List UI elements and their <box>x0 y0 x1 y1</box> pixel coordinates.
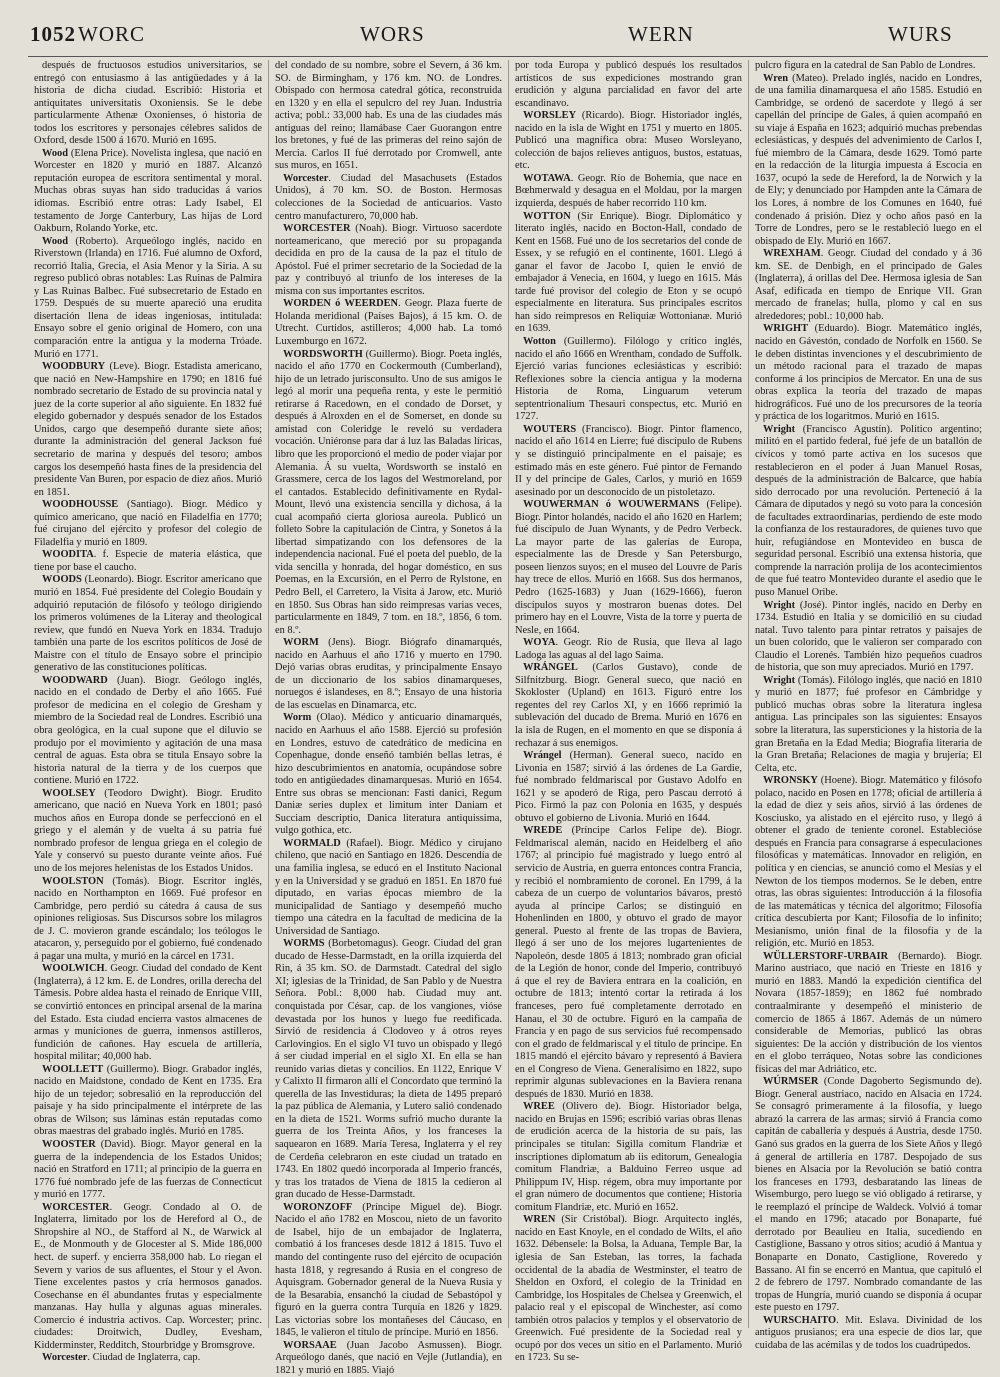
entry-paragraph: Wotton (Guillermo). Filólogo y crítico inglés, nacido el año 1666 en Wrentham, condado de Suffolk. Ejerció varias funciones eclesiásticas y escribió: Reflexiones sobre la ciencia antigua y la moderna Historia de Roma, Linguarum veterum septentrionalium Thesauri conspectus, etc. Murió en 1727. <box>515 336 742 423</box>
entry-paragraph: Wren (Mateo). Prelado inglés, nacido en Londres, de una familia dinamarquesa el año 1585. Estudió en Cambridge, se ordenó de sacerdote y llegó á ser capellán del príncipe de Gales, á quien acompañó en su viaje á España en 1623; adquirió muchas prebendas eclesiásticas, y después del advenimiento de Carlos I, fué miembro de la Cámara, desde 1629. Tomó parte en la redacción de la liturgia impuesta á Escocia en 1637, ocupó la sede de Hereford, la de Norwich y la de Ely; y denunciado por Hampden ante la Cámara de los Lores, á nombre de los Comunes en 1640, fué condenado á prisión. Diez y ocho años pasó en la Torre de Londres, pero se le restableció luego en el obispado de Ely. Murió en 1667. <box>755 72 982 247</box>
entry-paragraph: WRÁNGEL (Carlos Gustavo), conde de Silfnitzburg. Biogr. General sueco, que nació en Skokloster (Upland) en 1613. Figuró entre los regentes del rey Carlos XI, y en 1666 reprimió la sublevación del ducado de Brema. Murió en 1676 en la isla de Rugen, en el momento en que se disponía á rechazar á sus enemigos. <box>515 662 742 749</box>
entry-paragraph: WOOLSEY (Teodoro Dwight). Biogr. Erudito americano, que nació en Nueva York en 1801; pasó muchos años en Europa donde se perfeccionó en el griego y el alemán y de vuelta á su patria fué nombrado profesor de lengua griega en el colegio de Yale y conservó su puesto durante veinte años. Fué uno de los mejores helenistas de los Estados Unidos. <box>34 787 262 874</box>
headword: WORSLEY <box>523 110 577 122</box>
headword: WOODBURY <box>42 361 106 373</box>
running-head-2: WORS <box>360 22 425 46</box>
entry-paragraph: WOOLWICH. Geogr. Ciudad del condado de Kent (Inglaterra), á 12 km. E. de Londres, orilla derecha del Támesis. Pobre aldea hasta el reinado de Enrique VIII, se convirtió entonces en principal arsenal de la marina del Estado. Esta ciudad encierra vastos almacenes de armas y municiones de guerra, inmensos astilleros, fundición de cañones. Hay escuela de artillería, hospital militar; 40,000 hab. <box>34 963 262 1063</box>
headword: Wright <box>763 423 796 435</box>
headword: WRONSKY <box>763 775 818 787</box>
entry-paragraph: WORM (Jens). Biogr. Biógrafo dinamarqués, nacido en Aarhuus el año 1716 y muerto en 1790. Dejó varias obras eruditas, y principalmente Ensayo de un diccionario de los sabios dinamarqueses, noruegos é islandeses, en 8.º; Ensayo de una historia de las escuelas en Dinamarca, etc. <box>275 637 502 711</box>
entry-paragraph: WOYA. Geogr. Río de Rusia, que lleva al lago Ladoga las aguas al del lago Saima. <box>515 637 742 661</box>
headword: Wright <box>763 599 796 611</box>
entry-paragraph: WORDSWORTH (Guillermo). Biogr. Poeta inglés, nacido el año 1770 en Cockermouth (Cumberland), hijo de un letrado jurisconsulto. Uno de sus amigos le legó al morir una pequeña renta, y este le permitió retirarse á Racedown, en el condado de Dorset, y después á Alroxden en el de Somerset, en donde su amistad con Coleridge le reveló su verdadera vocación. Uniéronse para dar á luz las Baladas líricas, libro que les proporcionó el medio de poder viajar por Alemania. Á su vuelta, Wordsworth se instaló en Grassmere, cerca de los lagos del Westmoreland, por el cantados. Establecido definitivamente en Rydal-Mount, llevó una existencia sencilla y dichosa, á la cual acompañó cierta gloriosa aureola. Publicó un folleto Sobre la capitulación de Cintra, y Sonetos á la libertad simpatizando con los defensores de la independencia nacional. Fué el poeta del pueblo, de la vida sencilla y honrada, del hogar doméstico, en sus Poemas, en la Excursión, en el Perro de Rylstone, en Pedro Bell, el Carretero, la Visita á Jarow, etc. Murió en 1850. Sus Obras han sido reimpresas varias veces, particularmente en 1849, 7 tom. en 18.º, 1856, 6 tom. en 8.º. <box>275 348 502 636</box>
headword: Wrángel <box>523 750 562 762</box>
headword: Worcester <box>283 172 329 184</box>
entry-paragraph: pulcro figura en la catedral de San Pablo de Londres. <box>755 60 976 71</box>
entry-paragraph: WORDEN ó WEERDEN. Geogr. Plaza fuerte de Holanda meridional (Países Bajos), á 15 km. O. de Utrecht. Curtidos, astilleros; 4,000 hab. La tomó Luxemburgo en 1672. <box>275 298 503 348</box>
headword: WREN <box>523 1214 556 1226</box>
headword: WORDSWORTH <box>283 348 363 360</box>
headword: WRÁNGEL <box>523 662 578 674</box>
headword: Worcester <box>42 1352 88 1364</box>
entry-paragraph: Worcester. Ciudad del Masachusets (Estados Unidos), á 70 km. SO. de Boston. Hermosas colecciones de la Sociedad de anticuarios. Vasto centro manufacturero, 70,000 hab. <box>275 172 502 222</box>
entry-paragraph: WOUWERMAN ó WOUWERMANS (Felipe). Biogr. Pintor holandés, nacido el año 1620 en Harlem; fué discípulo de Juan Wynants, y de Pedro Verbeck. La mayor parte de las galerías de Europa, especialmente las de Dresde y San Petersburgo, poseen lienzos suyos; en el museo del Louvre de París hay trece de ellos. Murió en 1668. Sus dos hermanos, Pedro (1625-1683) y Juan (1629-1666), fueron discípulos suyos y mostraron buenas dotes. Del primero hay en el Louvre, Vista de la torre y puerta de Nesle, en 1664. <box>515 499 742 636</box>
entry-paragraph: WREDE (Príncipe Carlos Felipe de). Biogr. Feldmariscal alemán, nacido en Heidelberg el año 1767; al principio fué magistrado y luego entró al servicio de Austria, en guerra entonces contra Francia, y recibió el nombramiento de coronel. En 1799, á la cabeza de un cuerpo de voluntarios bávaros, prestó ayuda al príncipe Carlos; se distinguió en Hohenlinden en 1800, y obtuvo el grado de mayor general. Puesto al frente de las tropas de Baviera, llegó á ser uno de los mejores lugartenientes de Napoleón, desde 1805 á 1813; nombrado gran oficial de la Legión de honor, conde del Imperio, contribuyó á que el rey de Baviera entrara en la coalición, en octubre de 1813; intentó cortar la retirada á los franceses, pero fué completamente derrotado en Hanau, el 30 de octubre. Figuró en la campaña de Francia y en pago de sus servicios fué recompensado con el grado de feldmariscal y el título de príncipe. En 1815 mandó el ejército bávaro y representó á Baviera en el Congreso de Viena. Generalísimo en 1822, supo reprimir algunas sublevaciones en la Baviera renana después de 1830. Murió en 1838. <box>515 825 742 1100</box>
entry-paragraph: WORSAAE (Juan Jacobo Asmussen). Biogr. Arqueólogo danés, que nació en Vejle (Jutlandia), en 1821 y murió en 1885. Viajó <box>275 1339 502 1376</box>
headword: WOOLLETT <box>42 1063 104 1075</box>
entry-paragraph: por toda Europa y publicó después los resultados artísticos de sus expediciones mostrando gran erudición y alguna parcialidad en favor del arte escandinavo. <box>515 60 742 109</box>
headword: WURSCHAITO <box>763 1314 837 1326</box>
running-head-1: WORC <box>78 22 145 46</box>
entry-paragraph: Worcester. Ciudad de Inglaterra, cap. <box>42 1352 201 1364</box>
entry-paragraph: WÜLLERSTORF-URBAIR (Bernardo). Biogr. Marino austriaco, que nació en Trieste en 1816 y murió en 1883. Mandó la expedición científica del Novara (1857-1859); en 1862 fué nombrado contraalmirante y desempeñó el ministerio de comercio de 1865 á 1867. Además de un número considerable de Memorias, publicó las obras siguientes: De la acción y distribución de los vientos en el globo terráqueo, Notas sobre las condiciones físicas del mar Adriático, etc. <box>755 950 982 1075</box>
headword: WOODS <box>42 574 82 586</box>
headword: WORM <box>283 637 319 649</box>
entry-paragraph: WORCESTER (Noah). Biogr. Virtuoso sacerdote norteamericano, que mereció por su propaganda decidida en pro de la causa de la paz el título de Apóstol. Fué el primer secretario de la Sociedad de la paz y contribuyó al triunfo de los intereses de la misma con sus importantes escritos. <box>275 223 502 297</box>
headword: WREXHAM <box>763 248 821 260</box>
page-number: 1052 <box>30 22 76 46</box>
headword: WOOSTER <box>42 1139 96 1151</box>
headword: Wotton <box>523 336 556 348</box>
entry-paragraph: WOOSTER (David). Biogr. Mayor general en la guerra de la independencia de los Estados Unidos; nació en Stratford en 1711; al principio de la guerra en 1776 fué nombrado jefe de las fuerzas de Connecticut y murió en 1777. <box>34 1139 262 1201</box>
headword: WOODWARD <box>42 674 108 686</box>
entry-paragraph: WREN (Sir Cristóbal). Biogr. Arquitecto inglés, nacido en East Knoyle, en el condado de Wilts, el año 1632. Débensele: la Bolsa, la Aduana, Temple Bar, la iglesia de San Esteban, las torres, la fachada occidental de la abadía de Westminster, el teatro de Sheldon en Oxford, el colegio de la Trinidad en Cambridge, los Hospitales de Chelsea y Greenwich, el palacio real y el episcopal de Winchester, así como también otros palacios y templos y el observatorio de Greenwich. Fué presidente de la Sociedad real y ocupó por dos veces un sitio en el Parlamento. Murió en 1723. Su se- <box>515 1214 742 1364</box>
entry-paragraph: WREE (Olivero de). Biogr. Historiador belga, nacido en Brujas en 1596; escribió varias obras llenas de erudición acerca de la historia de su país, las principales se titulan: Sigilla comitum Flandriæ et inscriptiones diplomatum ab iis editorum, Genealogia comitum Flandriæ, a Balduino Ferreo usque ad Philippum IV, Hisp. régem, obra muy importante por el gran número de documentos que contiene; Historia comitum Flandriæ, etc. Murió en 1652. <box>515 1101 742 1213</box>
entry-paragraph: WOTTON (Sir Enrique). Biogr. Diplomático y literato inglés, nacido en Bocton-Hall, condado de Kent en 1568. Fué uno de los secretarios del conde de Essex, y se refugió en el continente, 1601. Llegó á ganar el favor de Jacobo I, quien le envió de embajador á Venecia, en 1604, y luego en 1615. Más tarde fué provisor del colegio de Eton y se ocupó especialmente en literatura. Sus principales escritos han sido reimpresos en Reliquiæ Wottonianæ. Murió en 1639. <box>515 210 742 335</box>
headword: WORMALD <box>283 837 341 849</box>
headword: WOOLSEY <box>42 787 96 799</box>
headword: WOODHOUSSE <box>42 499 119 511</box>
entry-paragraph: Wright (Francisco Agustín). Político argentino; militó en el partido federal, fué jefe de un batallón de cívicos y tomó parte activa en los sucesos que restablecieron en el poder á Juan Manuel Rosas, después de la administración de Balcarce, que había sido derrocado por una revolución. Perteneció á la Cámara de diputados y negó su voto para la concesión de facultades extraordinarias, perdiendo de este modo la confianza de los restauradores, de quienes tuvo que huir, refugiándose en Montevideo en busca de seguridad personal. Escribió una extensa historia, que comprende la narración prolija de los acontecimientos de que fué teatro Montevideo durante el asedio que le puso Manuel Oribe. <box>755 423 982 598</box>
headword: WOTAWA <box>523 172 571 184</box>
entry-paragraph: WURSCHAITO. Mit. Eslava. Divinidad de los antiguos prusianos; era una especie de dios lar, que cuidaba de las acémilas y de todos los cuadrúpedos. <box>755 1314 982 1351</box>
entry-paragraph: Wrángel (Herman). General sueco, nacido en Livonia en 1587; sirvió á las órdenes de La Gardie, fué nombrado feldmariscal por Gustavo Adolfo en 1621 y se apoderó de Riga, pero Pascau derrotó á Pico. Firmó la paz con Polonia en 1635, y después obtuvo el gobierno de Livonia. Murió en 1644. <box>515 750 742 824</box>
headword: WRIGHT <box>763 323 809 335</box>
headword: Wood <box>42 147 68 159</box>
headword: Wright <box>763 674 796 686</box>
headword: Wood <box>42 235 68 247</box>
entry-paragraph: WOODBURY (Leve). Biogr. Estadista americano, que nació en New-Hampshire en 1790; en 1816 fué nombrado secretario de Estado de su provincia natal y juez de la corte superior al año siguiente. En 1832 fué elegido gobernador y después senador de los Estados Unidos, cargo que desempeñó durante siete años; durante la administración del general Jackson fué secretario de marina y después del tesoro; ambos cargos los desempeñó hasta fines de la presidencia del presidente Van Buren, por espacio de diez años. Murió en 1851. <box>34 361 262 498</box>
headword: WORCESTER <box>283 223 351 235</box>
headword: WREDE <box>523 825 563 837</box>
entry-paragraph: Wright (Tomás). Filólogo inglés, que nació en 1810 y murió en 1877; fué profesor en Cámbridge y publicó muchas obras sobre la literatura inglesa antigua. Las principales son las siguientes: Ensayos sobre la literatura, las supersticiones y la historia de la gran Bretaña en la Edad Media; Biografía literaria de la Gran Bretaña; Relaciones de magia y brujería; El Celta, etc. <box>755 674 982 774</box>
entry-paragraph: Wood (Roberto). Arqueólogo inglés, nacido en Riverstown (Irlanda) en 1716. Fué alumno de Oxford, recorrió Italia, Grecia, el Asia Menor y la Siria. A su regreso publicó obras notables: Las Ruinas de Palmira y Las Ruinas Balbec. Fué subsecretario de Estado en 1759. Después de su muerte apareció una erudita disertación llena de ideas ingeniosas, intitulada: Ensayo sobre el genio original de Homero, con una comparación entre la antigua y la moderna Tróade. Murió en 1771. <box>34 235 262 360</box>
headword: WREE <box>523 1101 555 1113</box>
headword: WORONZOFF <box>283 1201 353 1213</box>
headword: WORSAAE <box>283 1339 337 1351</box>
entry-paragraph: WORONZOFF (Príncipe Miguel de). Biogr. Nacido el año 1782 en Moscou, nieto de un favorito de Isabel, hijo de un embajador de Inglaterra, combatió á los franceses desde 1812 á 1815. Tuvo el mando del contingente ruso del ejército de ocupación hasta 1818, y regresando á Rusia en el congreso de Aquisgram. Gobernador general de la Nueva Rusia y de la Besarabia, ensanchó la ciudad de Sebastópol y figuró en la guerra contra Turquía en 1826 y 1829. Las victorias sobre los montañeses del Cáucaso, en 1845, le valieron el título de príncipe. Murió en 1856. <box>275 1201 502 1339</box>
column-3 <box>508 60 748 1364</box>
headword: Wren <box>763 72 789 84</box>
entry-paragraph: Worm (Olao). Médico y anticuario dinamarqués, nacido en Aarhuus el año 1588. Ejerció su profesión en Londres, estuvo de catedrático de medicina en Copenhague, donde enseñó también bellas letras, é hizo descubrimientos en anatomía, ocupándose sobre todo en antigüedades dinamarquesas. Murió en 1654. Entre sus obras se mencionan: Fasti danici, Regum Daniæ series duplex et limitum inter Daniam et Succiam descriptio, Danica literatura antiquissima, vulgo gothica, etc. <box>275 712 502 837</box>
entry-paragraph: WORMS (Borbetomagus). Geogr. Ciudad del gran ducado de Hesse-Darmstadt, en la orilla izquierda del Rin, á 35 km. SO. de Darmstadt. Catedral del siglo XI; iglesias de la Trinidad, de San Pablo y de Nuestra Señora. Pobl.: 8,000 hab. Ciudad muy ant. conquistada por César, cap. de los vangiones, vióse devastada por los hunos y luego fue reedificada. Sirvió de residencia á Clodoveo y á otros reyes Carlovingios. En el siglo VI tuvo un obispado y llegó á ser ciudad imperial en el siglo XI. En ella se han reunido varias dietas y concilios. En 1122, Enrique V y Calixto II firmaron allí el Concordato que terminó la querella de las Investiduras; la dieta de 1495 preparó la paz pública de Alemania, y Lutero salió condenado en la dieta de 1521. Worms sufrió mucho durante la guerra de los Treinta Años, y los franceses la saquearon en 1689. María Teresa, Inglaterra y el rey de Cerdeña celebraron en este ciudad un tratado en 1743. En 1802 quedó incorporada al Imperio francés, y tras los tratados de Viena de 1815 la cedieron al gran ducado de Hesse-Darmstadt. <box>275 938 502 1201</box>
entry-paragraph: WÚRMSER (Conde Dagoberto Segismundo de). Biogr. General austriaco, nacido en Alsacia en 1724. Se consagró primeramente á la filosofía, y luego abrazó la carrera de las armas; sirvió á Francia como capitán de caballería y después á Austria, desde 1750. Ganó sus grados en la guerra de los Siete Años y llegó á general de artillería en 1787. Despojado de sus bienes en Alsacia por la Revolución se batió contra los franceses en 1793, desbaratando las líneas de Wisemburgo, pero luego se vió obligado á retirarse, y le reemplazó el príncipe de Waldeck. Volvió á tomar el mando en 1796; atacado por Bonaparte, fué derrotado por Beaulieu en Italia, sucediendo en Castiglione, Bassano y otros sitios; acudió á Mantua y Bonaparte en Donato, Castiglione, Roveredo y Bassano. Al fin se encerró en Mantua, que capituló el 2 de febrero de 1797. Nombrado comandante de las tropas de Hungría, murió cuando se disponía á ocupar este puesto en 1797. <box>755 1076 982 1314</box>
entry-paragraph: del condado de su nombre, sobre el Severn, á 36 km. SO. de Birmingham, y 176 km. NO. de Londres. Obispado con hermosa catedral gótica, reconstruida en 1320 y en ella el sepulcro del rey Juan. Industria activa; pobl.: 33,000 hab. Es una de las ciudades más antiguas del reino; llamábase Caer Guorangon entre los bretones, y fué de las primeras del reino sajón de Mercia. Carlos II fué derrotado por Cromwell, ante sus muros, en 1651. <box>275 60 502 172</box>
entry-paragraph: Wood (Elena Price). Novelista inglesa, que nació en Worcester en 1820 y murió en 1887. Alcanzó reputación europea de escritora sentimental y moral. Muchas obras suyas han sido traducidas á varios idiomas. Escribió entre otras: Lady Isabel, El testamento de Jorge Canterbury, Las hijas de Lord Oakburn, Rolando Yorke, etc. <box>34 147 262 235</box>
entry-paragraph: WOODITA. f. Especie de materia elástica, que tiene por base el caucho. <box>34 549 262 573</box>
entry-paragraph: WORSLEY (Ricardo). Biogr. Historiador inglés, nacido en la isla de Wight en 1751 y muerto en 1805. Publicó una magnífica obra: Museo Worsleyano, colección de bajos relieves antiguos, bustos, estatuas, etc. <box>515 110 742 172</box>
entry-paragraph: WREXHAM. Geogr. Ciudad del condado y á 36 km. SE. de Denbigh, en el principado de Gales (Inglaterra), á orillas del Dee. Hermosa iglesia de San Asaf, edificada en tiempo de Enrique VII. Gran mercado de franelas; hulla, plomo y cal en sus alrededores; pobl.: 10,000 hab. <box>755 248 982 322</box>
headword: WORMS <box>283 938 325 950</box>
running-header <box>30 22 985 56</box>
headword: Worm <box>283 712 312 724</box>
headword: WOUWERMAN ó WOUWERMANS <box>523 499 700 511</box>
entry-paragraph: WOTAWA. Geogr. Río de Bohemia, que nace en Bœhmerwald y desagua en el Moldau, por la margen izquierda, después de haber recorrido 110 km. <box>515 172 742 210</box>
entry-paragraph: WOODS (Leonardo). Biogr. Escritor americano que murió en 1854. Fué presidente del Colegio Boudain y adquirió reputación de filósofo y teólogo dirigiendo los primeros volúmenes de la Literay and theological review, que fundó en Nueva York en 1834. Tradujo también una parte de los escritos políticos de José de Maistre con el título de Ensayo sobre el principio generativo de las constituciones políticas. <box>34 574 262 674</box>
running-head-4: WURS <box>888 22 953 46</box>
entry-paragraph: WOODHOUSSE (Santiago). Biogr. Médico y químico americano, que nació en Filadelfia en 1770; fué cirujano del ejército y profesor del colegio de Filadelfia y murió en 1809. <box>34 499 262 548</box>
headword: WORDEN ó WEERDEN <box>283 298 399 310</box>
headword: WOOLWICH <box>42 963 105 975</box>
column-1 <box>28 60 268 1364</box>
headword: WOYA <box>523 637 556 649</box>
entry-paragraph: después de fructuosos estudios universitarios, se entregó con entusiasmo á las antigüedades y á la historia de dicha ciudad. Escribió: Historia et antiquitates universitatis Oxoniensis. Se le debe particularmente Athenæ Oxonienses, ó historia de todos los escritores y personajes célebres salidos de Oxford, desde 1500 á 1670. Murió en 1695. <box>34 60 262 147</box>
entry-paragraph: WRIGHT (Eduardo). Biogr. Matemático inglés, nacido en Gávestón, condado de Norfolk en 1560. Se le deben distintas invenciones y el descubrimiento de un método racional para el trazado de mapas conforme á los principios de Mercator. En una de sus obras explica la teoría del trazado de mapas hidrográficos. Fué uno de los precursores de la teoría y práctica de los logaritmos. Murió en 1615. <box>755 323 982 423</box>
headword: WÜLLERSTORF-URBAIR <box>763 950 889 962</box>
entry-paragraph: WRONSKY (Hoene). Biogr. Matemático y filósofo polaco, nacido en Posen en 1778; oficial de artillería á la edad de diez y seis años, sirvió á las órdenes de Kosciusko, ya alistado en el ejército ruso, y llegó á obtener el grado de teniente coronel. Establecióse después en Francia para consagrarse á especulaciones filosóficas y matemáticas. Innovador en religión, en política y en ciencias, se anunció como el Mesías y el Newton de los tiempos modernos. Se le deben, entre otras, las obras siguientes: Introducción á la filosofía de las matemáticas y técnica del algoritmo; Filosofía crítica descubierta por Kant; Filosofía de lo infinito; Mesianismo, unión final de la filosofía y de la religión, etc. Murió en 1853. <box>755 775 982 950</box>
entry-paragraph: WOUTERS (Francisco). Biogr. Pintor flamenco, nacido el año 1614 en Lierre; fué discípulo de Rubens y se distinguió principalmente en el paisaje; es estimado más en este género. Fué pintor de Fernando II y del príncipe de Gales, Carlos, y murió en 1659 asesinado por un desconocido de un pistoletazo. <box>515 423 742 498</box>
entry-paragraph: Wright (José). Pintor inglés, nacido en Derby en 1734. Estudió en Italia y se domicilió en su ciudad natal. Tuvo talento para pintar retratos y paisajes de un buen colorido, que le valieron ser comparado con Claudio el Lorenés. También hizo pequeños cuadros de historia, que son muy apreciados. Murió en 1797. <box>755 599 982 674</box>
entry-paragraph: WOODWARD (Juan). Biogr. Geólogo inglés, nacido en el condado de Derby el año 1665. Fué profesor de medicina en el colegio de Gresham y miembro de la Sociedad real de Londres. Escribió una obra geológica, en la cual supone que el diluvio se produjo por el movimiento y agitación de una masa central de aguas. Esta obra se titula Ensayo sobre la historia natural de la tierra y de los cuerpos que contiene. Murió en 1722. <box>34 674 262 787</box>
column-4 <box>748 60 988 1351</box>
headword: WOOLSTON <box>42 875 104 887</box>
running-head-3: WERN <box>628 22 694 46</box>
headword: WÚRMSER <box>763 1076 819 1088</box>
entry-paragraph: WOOLLETT (Guillermo). Biogr. Grabador inglés, nacido en Maidstone, condado de Kent en 1735. Era hijo de un tejedor; sobresalió en la reproducción del paisaje y ha sido principalmente el intérprete de las obras de Wilson; sus láminas están reputadas como obras maestras del grabado inglés. Murió en 1785. <box>34 1063 262 1138</box>
text-columns <box>28 60 988 1376</box>
header-rule <box>28 56 988 57</box>
column-2 <box>268 60 508 1376</box>
headword: WOUTERS <box>523 423 577 435</box>
entry-paragraph: WORCESTER. Geogr. Condado al O. de Inglaterra, limitado por los de Hereford al O., de Shropshire al NO., de Stafford al N., de Warwick al E., de Monmouth y de Glocester al S. Mide 186,000 hect. de superf. y encierra 358,000 hab. Lo riegan el Severn y varios de sus afluentes, el Stour y el Avon. Tiene excelentes pastos y cría hermosos ganados. Cosechanse en él abundantes frutas y especialmente manzanas. Hay hulla y algunas aguas minerales. Comercio é industria activos. Cap. Worcester; princ. ciudades: Droitwich, Dudley, Evesham, Kidderminster, Redditch, Stourbridge y Bromsgrove. <box>34 1201 262 1351</box>
headword: WOODITA <box>42 549 94 561</box>
headword: WORCESTER <box>42 1201 110 1213</box>
entry-paragraph: WORMALD (Rafael). Biogr. Médico y cirujano chileno, que nació en Santiago en 1826. Descendía de una familia inglesa, se educó en el Instituto Nacional y en la Universidad y se graduó en 1851. En 1870 fué diputado, en varias épocas miembro de la municipalidad de Santiago y desempeñó mucho tiempo una cátedra en la facultad de medicina de la Universidad de Santiago. <box>275 837 502 937</box>
headword: WOTTON <box>523 210 571 222</box>
entry-paragraph: WOOLSTON (Tomás). Biogr. Escritor inglés, nacido en Northampton en 1669. Fué profesor en Cambridge, pero perdió su cátedra á causa de sus opiniones religiosas. Sus Discursos sobre los milagros de J. C. movieron grande escándalo; los teólogos le atacaron, y, perseguido por el gobierno, fué condenado á pagar una multa, y murió en la cárcel en 1731. <box>34 875 262 962</box>
